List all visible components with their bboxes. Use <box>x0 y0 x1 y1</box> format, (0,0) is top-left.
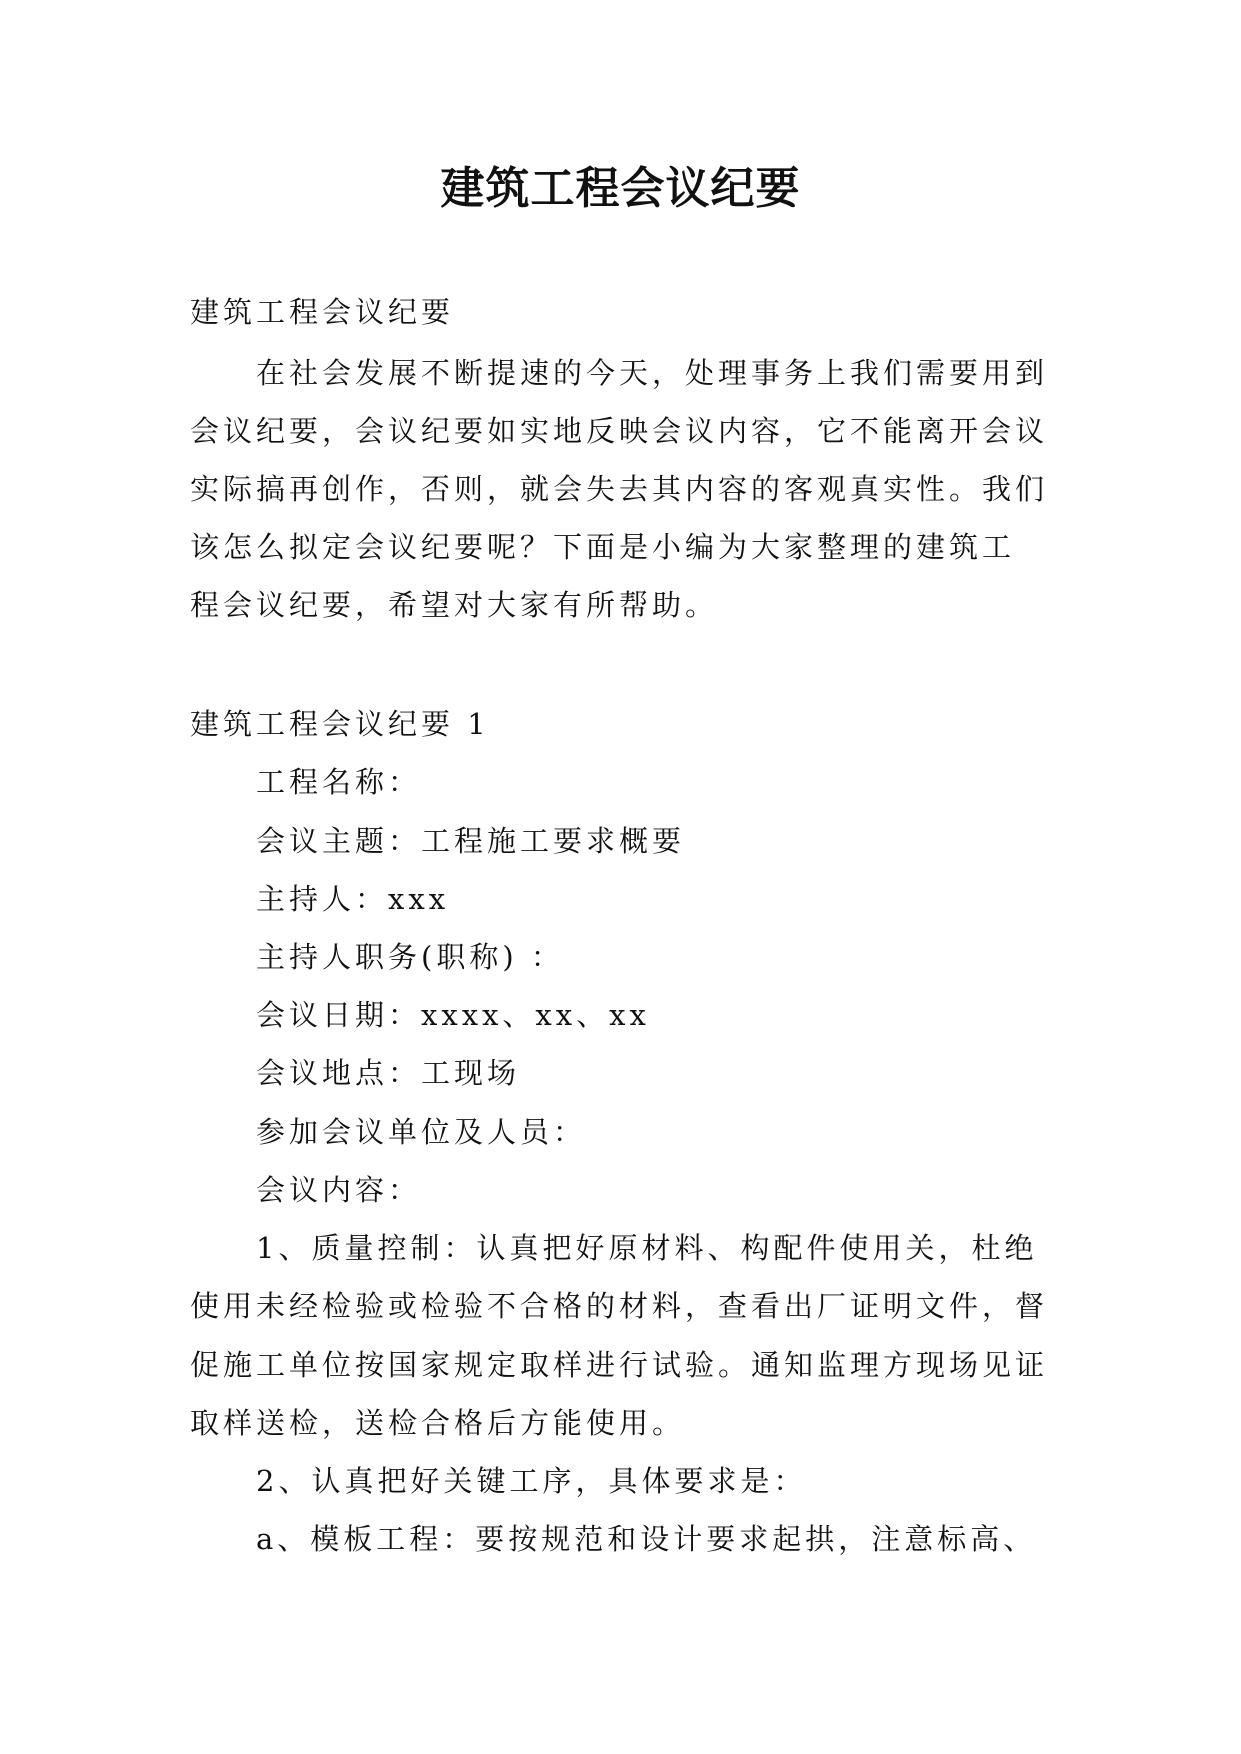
field-meeting-date: 会议日期：xxxx、xx、xx <box>256 998 650 1032</box>
intro-line-2: 会议纪要，会议纪要如实地反映会议内容，它不能离开会议 <box>190 414 1049 448</box>
subtitle: 建筑工程会议纪要 <box>190 295 455 329</box>
field-host: 主持人：xxx <box>256 882 450 916</box>
field-attendees: 参加会议单位及人员： <box>256 1115 587 1149</box>
field-project-name: 工程名称： <box>256 765 422 799</box>
document-title: 建筑工程会议纪要 <box>440 163 801 214</box>
item1-line-1: 1、质量控制：认真把好原材料、构配件使用关，杜绝 <box>256 1231 1038 1265</box>
field-host-title: 主持人职务(职称) ： <box>256 940 564 974</box>
intro-line-1: 在社会发展不断提速的今天，处理事务上我们需要用到 <box>256 356 1049 390</box>
intro-line-4: 该怎么拟定会议纪要呢？下面是小编为大家整理的建筑工 <box>190 530 1016 564</box>
item1-line-3: 促施工单位按国家规定取样进行试验。通知监理方现场见证 <box>190 1348 1049 1382</box>
item-a-line: a、模板工程：要按规范和设计要求起拱，注意标高、 <box>256 1522 1037 1556</box>
field-meeting-topic: 会议主题：工程施工要求概要 <box>256 824 686 858</box>
section-heading: 建筑工程会议纪要 1 <box>190 707 490 741</box>
item1-line-2: 使用未经检验或检验不合格的材料，查看出厂证明文件，督 <box>190 1289 1049 1323</box>
intro-line-5: 程会议纪要，希望对大家有所帮助。 <box>190 588 719 622</box>
item2-line: 2、认真把好关键工序，具体要求是： <box>256 1464 807 1498</box>
field-meeting-location: 会议地点：工现场 <box>256 1056 521 1090</box>
item1-line-4: 取样送检，送检合格后方能使用。 <box>190 1406 686 1440</box>
field-meeting-content: 会议内容： <box>256 1173 422 1207</box>
intro-line-3: 实际搞再创作，否则，就会失去其内容的客观真实性。我们 <box>190 472 1049 506</box>
